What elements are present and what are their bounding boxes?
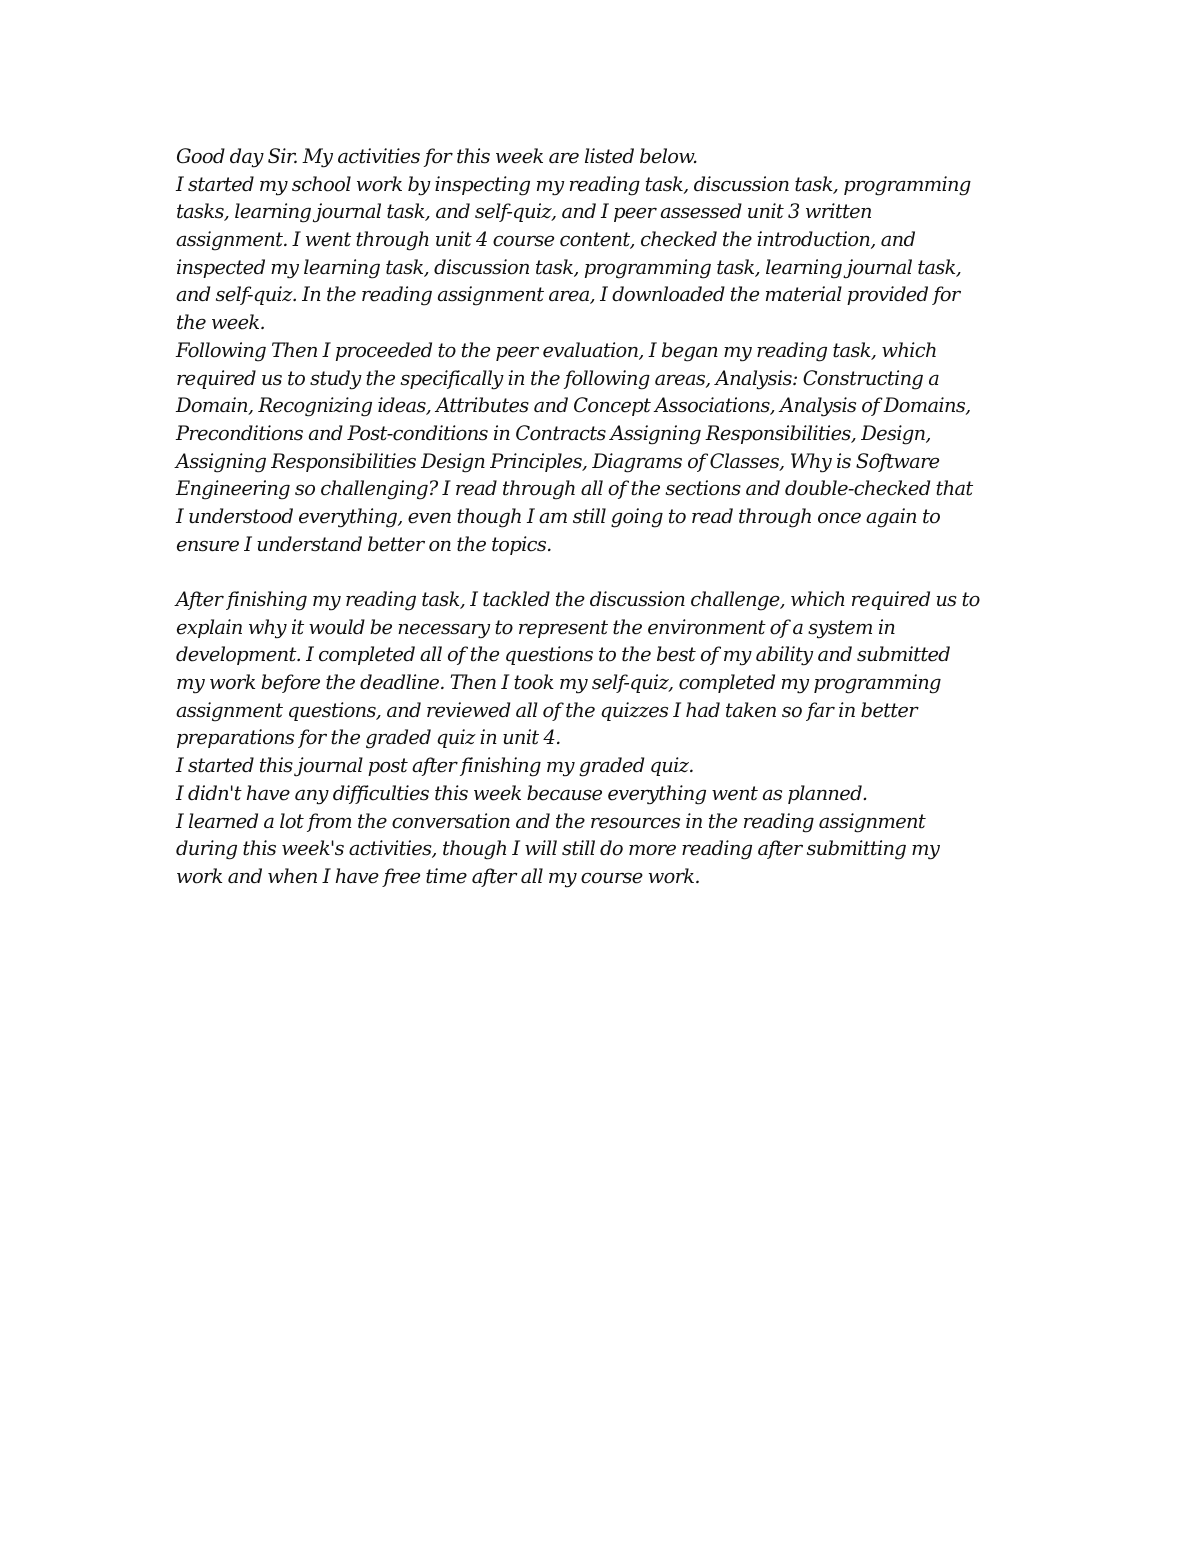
blank-line bbox=[176, 558, 1026, 586]
text-line: I started this journal post after finishing my graded quiz. bbox=[176, 754, 694, 778]
text-line: assignment questions, and reviewed all of the quizzes I had taken so far in better bbox=[176, 698, 917, 722]
text-line: and self-quiz. In the reading assignment area, I downloaded the material provided for bbox=[176, 283, 960, 307]
text-line: inspected my learning task, discussion task, programming task, learning journal task, bbox=[176, 255, 962, 279]
text-line: development. I completed all of the questions to the best of my ability and submitted bbox=[176, 643, 951, 667]
text-line: Domain, Recognizing ideas, Attributes and Concept Associations, Analysis of Domains, bbox=[176, 394, 971, 418]
text-line: preparations for the graded quiz in unit 4. bbox=[176, 726, 561, 750]
text-line: Assigning Responsibilities Design Principles, Diagrams of Classes, Why is Software bbox=[176, 449, 940, 473]
text-line: the week. bbox=[176, 311, 266, 335]
text-line: ensure I understand better on the topics. bbox=[176, 532, 552, 556]
document-body bbox=[176, 143, 1026, 891]
text-line: tasks, learning journal task, and self-quiz, and I peer assessed unit 3 written bbox=[176, 200, 872, 224]
text-line: I understood everything, even though I am still going to read through once again to bbox=[176, 504, 941, 528]
text-line: during this week's activities, though I will still do more reading after submitting my bbox=[176, 837, 940, 861]
text-line: my work before the deadline. Then I took my self-quiz, completed my programming bbox=[176, 671, 941, 695]
text-line: Preconditions and Post-conditions in Contracts Assigning Responsibilities, Design, bbox=[176, 421, 931, 445]
text-line: Good day Sir. My activities for this week are listed below. bbox=[176, 145, 698, 168]
text-line: assignment. I went through unit 4 course content, checked the introduction, and bbox=[176, 228, 916, 252]
text-line: required us to study the specifically in the following areas, Analysis: Constructing a bbox=[176, 366, 940, 390]
text-line: explain why it would be necessary to represent the environment of a system in bbox=[176, 615, 896, 639]
text-line: Following Then I proceeded to the peer evaluation, I began my reading task, which bbox=[176, 338, 937, 362]
text-line: I didn't have any difficulties this week because everything went as planned. bbox=[176, 781, 868, 805]
text-line: Engineering so challenging? I read through all of the sections and double-checked that bbox=[176, 477, 973, 501]
text-line: I learned a lot from the conversation and the resources in the reading assignment bbox=[176, 809, 926, 833]
text-line: After finishing my reading task, I tackled the discussion challenge, which required us to bbox=[176, 588, 980, 611]
text-line: work and when I have free time after all my course work. bbox=[176, 864, 700, 888]
text-line: I started my school work by inspecting my reading task, discussion task, programming bbox=[176, 172, 971, 196]
